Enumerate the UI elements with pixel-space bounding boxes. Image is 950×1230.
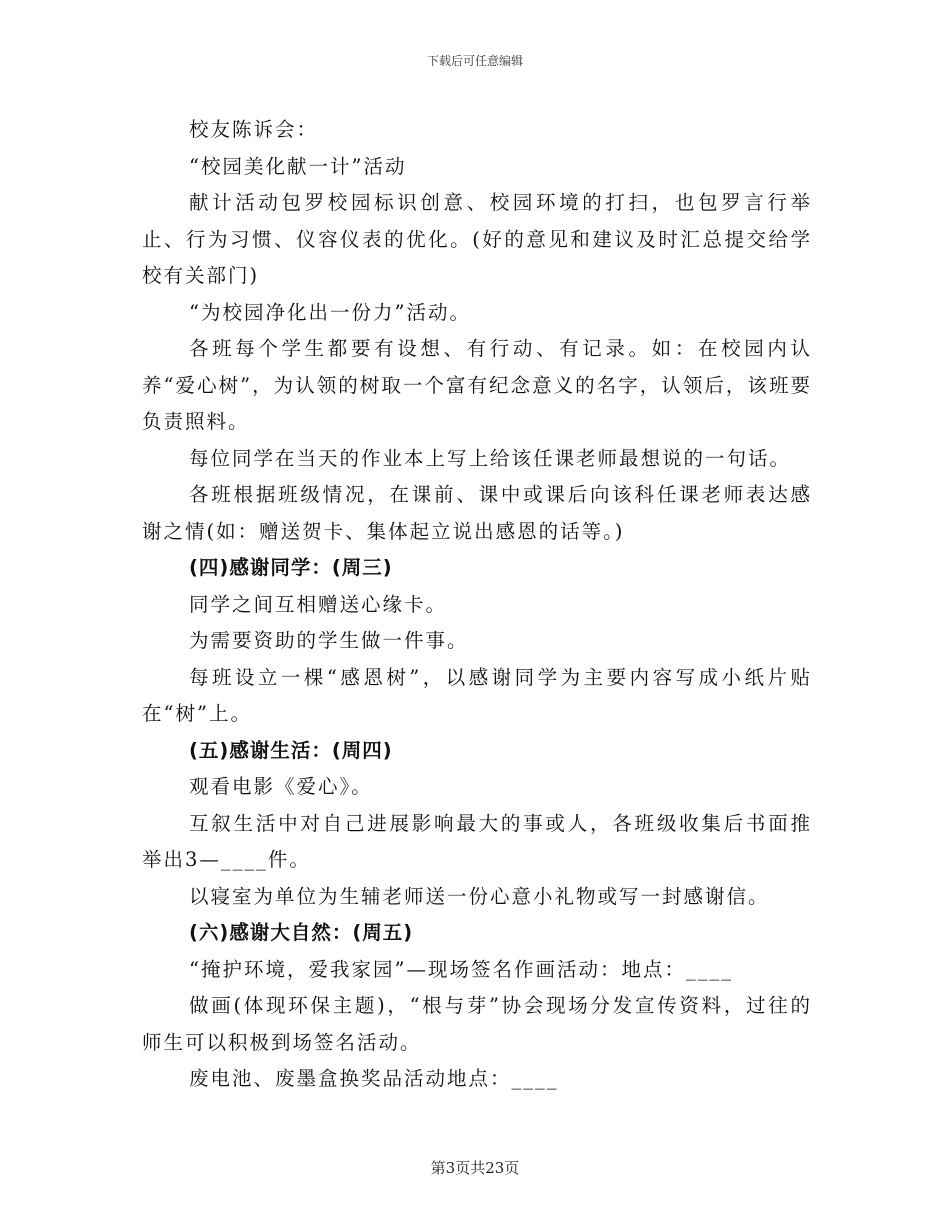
section-heading-thank-nature: (六)感谢大自然：(周五)	[189, 921, 414, 944]
paragraph-thank-teachers: 各班根据班级情况，在课前、课中或课后向该科任课老师表达感谢之情(如：赠送贺卡、集体起立说出感恩的话等。)	[142, 483, 812, 543]
page-header: 下载后可任意编辑	[426, 54, 523, 68]
page-footer: 第3页共23页	[430, 1159, 520, 1177]
paragraph-alumni-report: 校友陈诉会：	[189, 118, 319, 141]
paragraph-campus-clean-title: “为校园净化出一份力”活动。	[189, 300, 471, 324]
paragraph-eco-painting: 做画(体现环保主题)，“根与芽”协会现场分发宣传资料，过往的师生可以积极到场签名活动。	[142, 994, 812, 1054]
paragraph-battery-exchange: 废电池、废墨盒换奖品活动地点：____	[189, 1067, 559, 1090]
paragraph-love-tree: 各班每个学生都要有设想、有行动、有记录。如：在校园内认养“爱心树”，为认领的树取一个富有纪念意义的名字，认领后，该班要负责照料。	[142, 337, 812, 433]
section-heading-thank-classmates: (四)感谢同学：(周三)	[189, 556, 393, 579]
paragraph-life-stories: 互叙生活中对自己进展影响最大的事或人，各班级收集后书面推举出3—____件。	[142, 811, 812, 871]
paragraph-help-student: 为需要资助的学生做一件事。	[189, 629, 469, 652]
paragraph-gratitude-tree: 每班设立一棵“感恩树”，以感谢同学为主要内容写成小纸片贴在“树”上。	[142, 665, 812, 725]
paragraph-campus-beautify-desc: 献计活动包罗校园标识创意、校园环境的打扫，也包罗言行举止、行为习惯、仪容仪表的优化。(好的意见和建议及时汇总提交给学校有关部门)	[142, 191, 812, 287]
section-heading-thank-life: (五)感谢生活：(周四)	[189, 738, 393, 762]
paragraph-signature-painting: “掩护环境，爱我家园”—现场签名作画活动：地点：____	[189, 957, 733, 981]
paragraph-watch-movie: 观看电影《爱心》。	[189, 775, 373, 798]
document-body	[142, 112, 812, 1098]
paragraph-campus-beautify-title: “校园美化献一计”活动	[189, 154, 407, 178]
paragraph-heart-cards: 同学之间互相赠送心缘卡。	[189, 592, 448, 616]
paragraph-homework-message: 每位同学在当天的作业本上写上给该任课老师最想说的一句话。	[189, 446, 792, 470]
paragraph-dorm-gift: 以寝室为单位为生辅老师送一份心意小礼物或写一封感谢信。	[189, 884, 770, 908]
